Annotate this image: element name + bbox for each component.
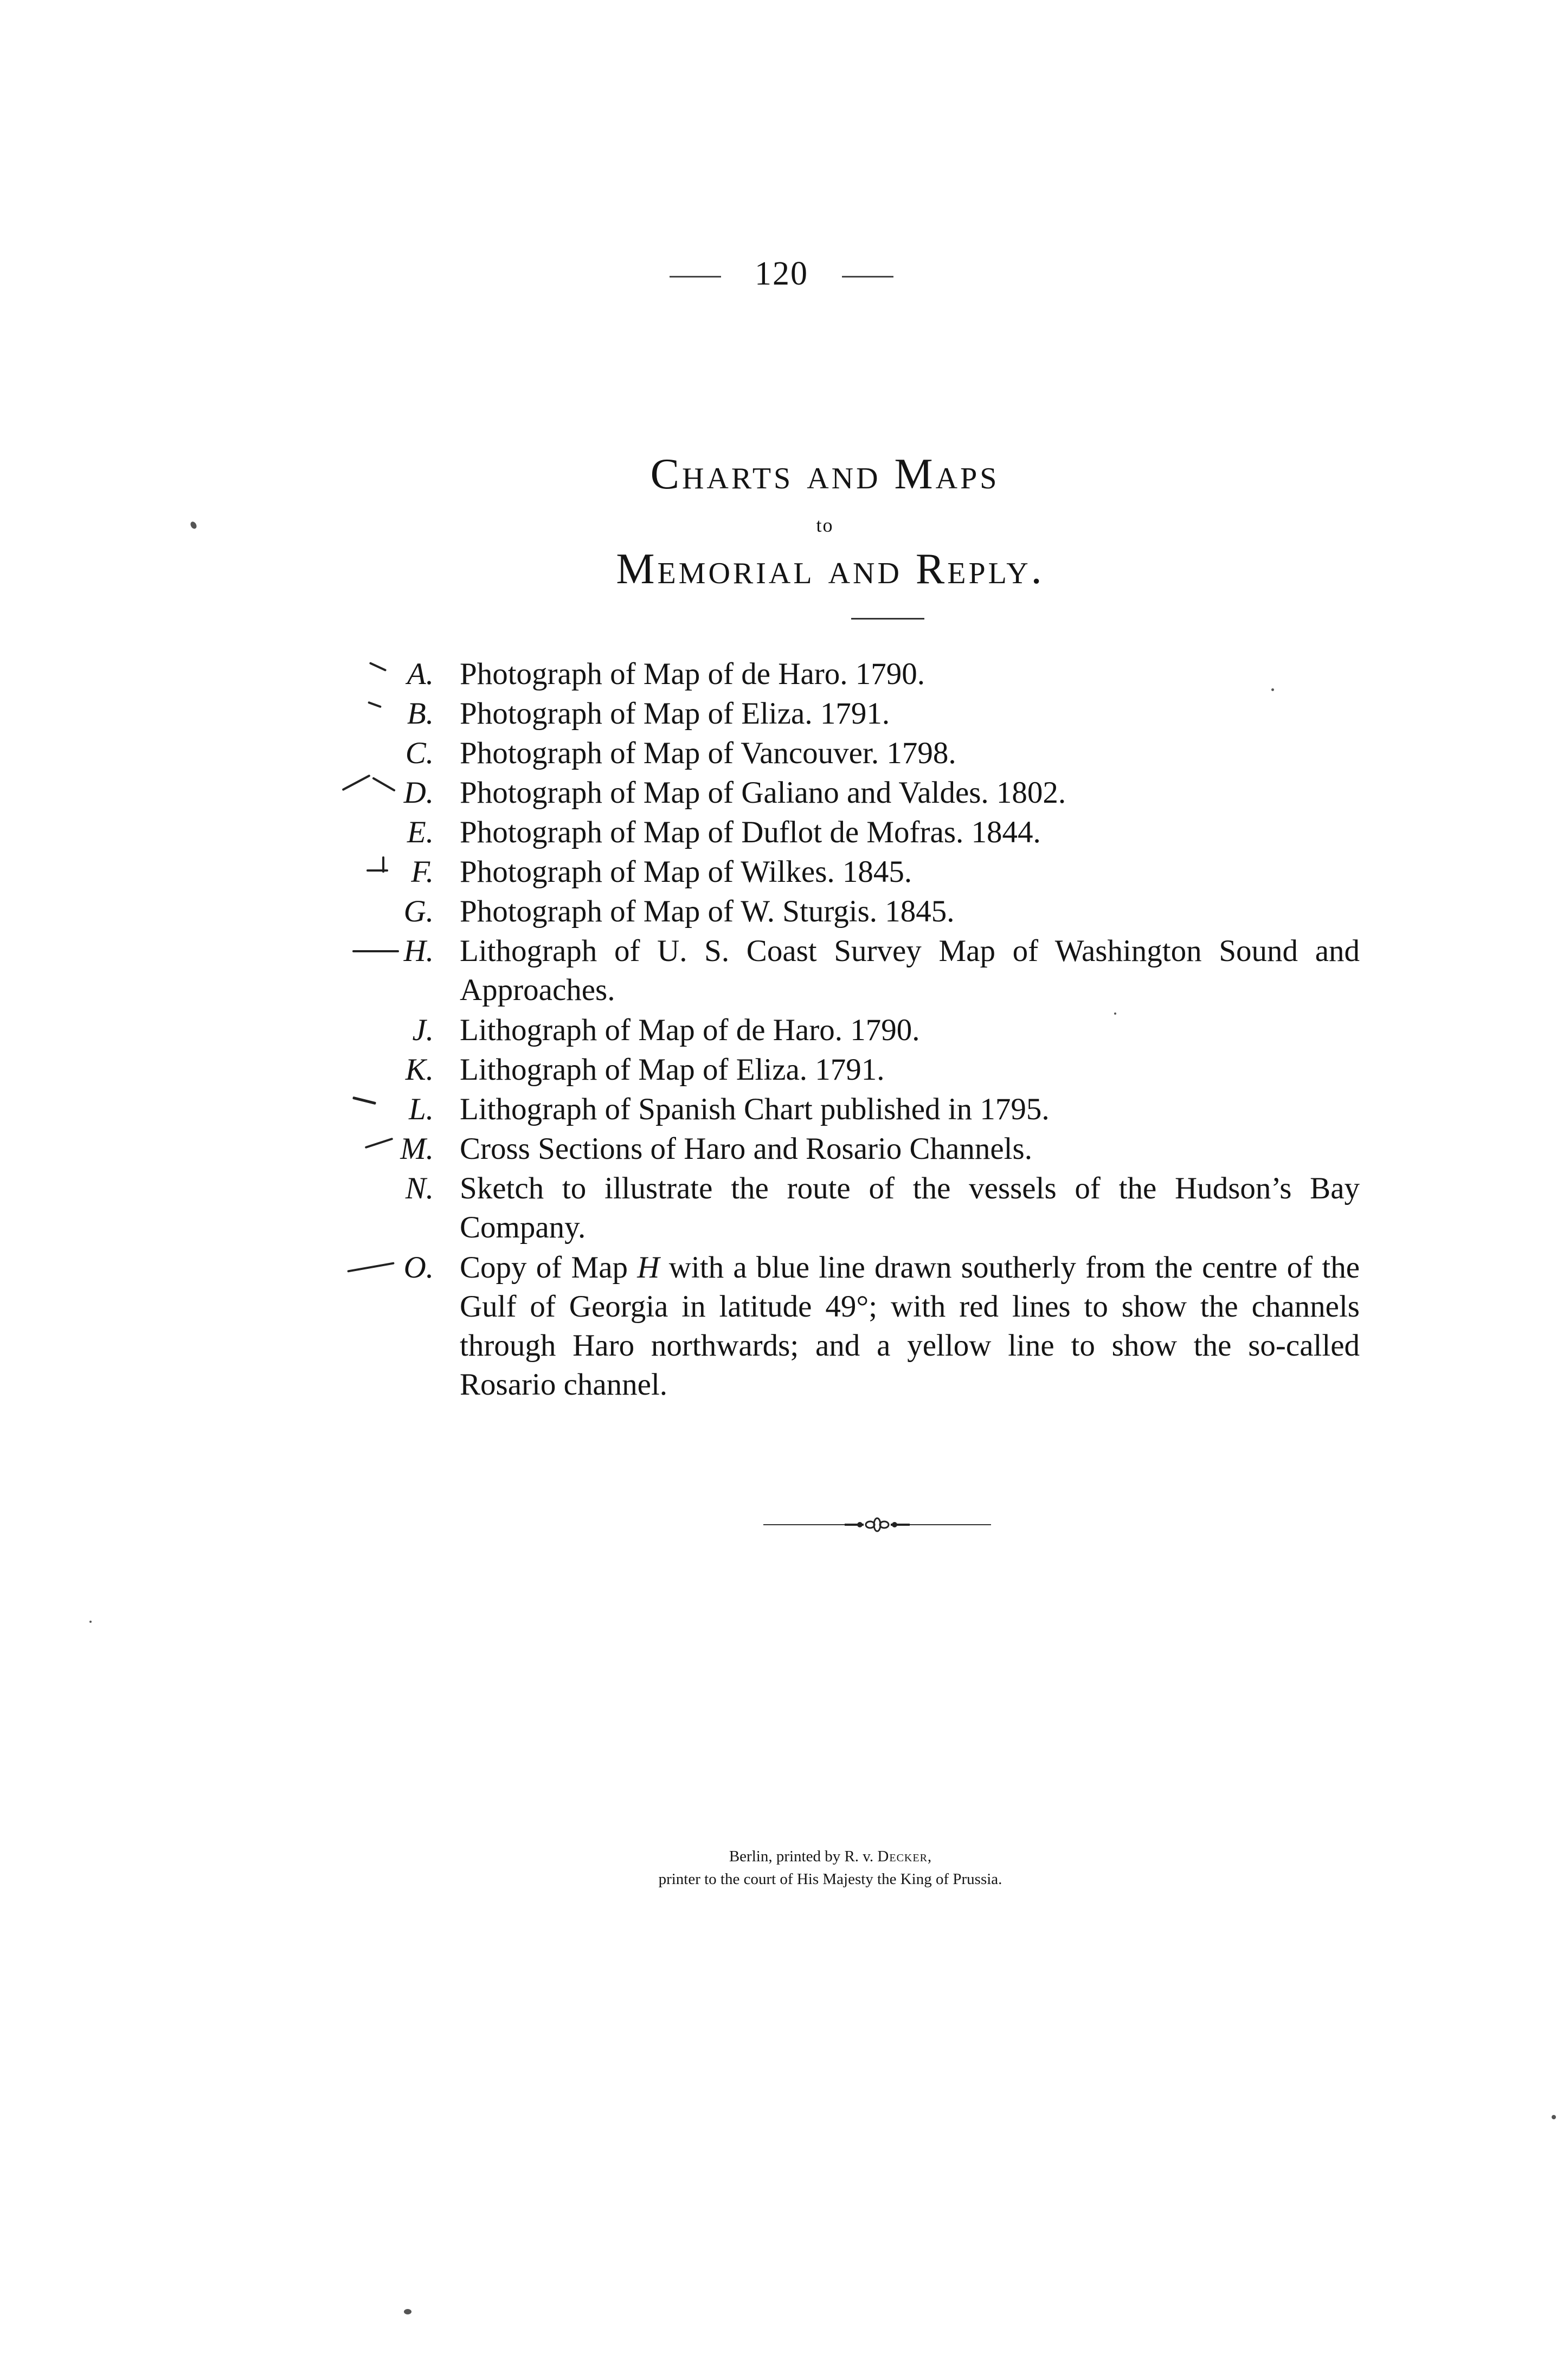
entry-text: Lithograph of U. S. Coast Survey Map of Washington Sound and Approaches. — [460, 934, 1360, 1007]
scan-speck — [1271, 688, 1274, 691]
page-number-right-dash — [842, 276, 893, 278]
title-rule — [851, 618, 924, 620]
margin-mark-f-2 — [382, 856, 384, 873]
entry-letter: K. — [405, 1053, 434, 1087]
scan-speck — [404, 2309, 411, 2314]
entry-letter: N. — [405, 1171, 434, 1205]
entry-letter: O. — [403, 1250, 434, 1285]
ornament-divider — [763, 1517, 991, 1533]
entry-text: Photograph of Map of Galiano and Valdes. 1802. — [460, 776, 1066, 810]
entry-text: Photograph of Map of Duflot de Mofras. 1844. — [460, 815, 1041, 849]
entry-text: Photograph of Map of Eliza. 1791. — [460, 696, 890, 731]
imprint-printer-suffix: , — [927, 1848, 932, 1865]
scan-speck — [1552, 2115, 1556, 2119]
title-line-2: Memorial and Reply. — [616, 545, 1045, 593]
entry-letter: C. — [405, 736, 434, 770]
title-to: to — [816, 514, 834, 536]
entry-text-part1: Copy of Map — [460, 1250, 638, 1285]
entry-letter: M. — [400, 1132, 434, 1166]
entry-text: Photograph of Map of W. Sturgis. 1845. — [460, 894, 955, 928]
entry-letter: D. — [403, 776, 434, 810]
page-number-left-dash — [670, 276, 721, 278]
imprint-printer-name: Decker — [877, 1848, 928, 1865]
entry-text: Sketch to illustrate the route of the vessels of the Hudson’s Bay Company. — [460, 1171, 1360, 1244]
entry-text: Lithograph of Spanish Chart published in 1795. — [460, 1092, 1050, 1126]
title-line-1: Charts and Maps — [650, 450, 1000, 498]
entry-letter: F. — [411, 855, 434, 889]
scan-speck — [1114, 1012, 1116, 1015]
entry-text: Lithograph of Map of Eliza. 1791. — [460, 1053, 885, 1087]
entry-letter: A. — [407, 657, 434, 691]
entry-letter: E. — [407, 815, 434, 849]
entry-letter: B. — [407, 696, 434, 731]
entry-letter: L. — [409, 1092, 434, 1126]
entry-text: Photograph of Map of de Haro. 1790. — [460, 657, 925, 691]
entry-letter: J. — [412, 1013, 434, 1047]
entry-text-italic: H — [637, 1250, 660, 1285]
entry-text-part2: with a blue line drawn southerly from the centre of the Gulf of Georgia in latitude 49°; with red lines to show the channels through Haro northwards; and a yellow line to show the so-called Rosario channel. — [460, 1250, 1360, 1402]
entry-text: Lithograph of Map of de Haro. 1790. — [460, 1013, 920, 1047]
margin-mark-h — [352, 950, 399, 952]
scan-speck — [89, 1621, 92, 1623]
margin-mark-f-1 — [366, 869, 388, 872]
imprint-printer-prefix: Berlin, printed by R. v. — [729, 1848, 878, 1865]
page-number — [0, 255, 1563, 293]
entry-text: Photograph of Map of Vancouver. 1798. — [460, 736, 956, 770]
entry-text: Photograph of Map of Wilkes. 1845. — [460, 855, 912, 889]
entry-letter: H. — [403, 934, 434, 968]
entry-letter: G. — [403, 894, 434, 928]
page-number-text: 120 — [755, 255, 808, 292]
imprint-line-2: printer to the court of His Majesty the King of Prussia. — [658, 1871, 1002, 1888]
entry-text — [460, 1248, 1360, 1404]
entry-text: Cross Sections of Haro and Rosario Channels. — [460, 1132, 1032, 1166]
imprint-line-1 — [49, 1846, 1563, 1867]
